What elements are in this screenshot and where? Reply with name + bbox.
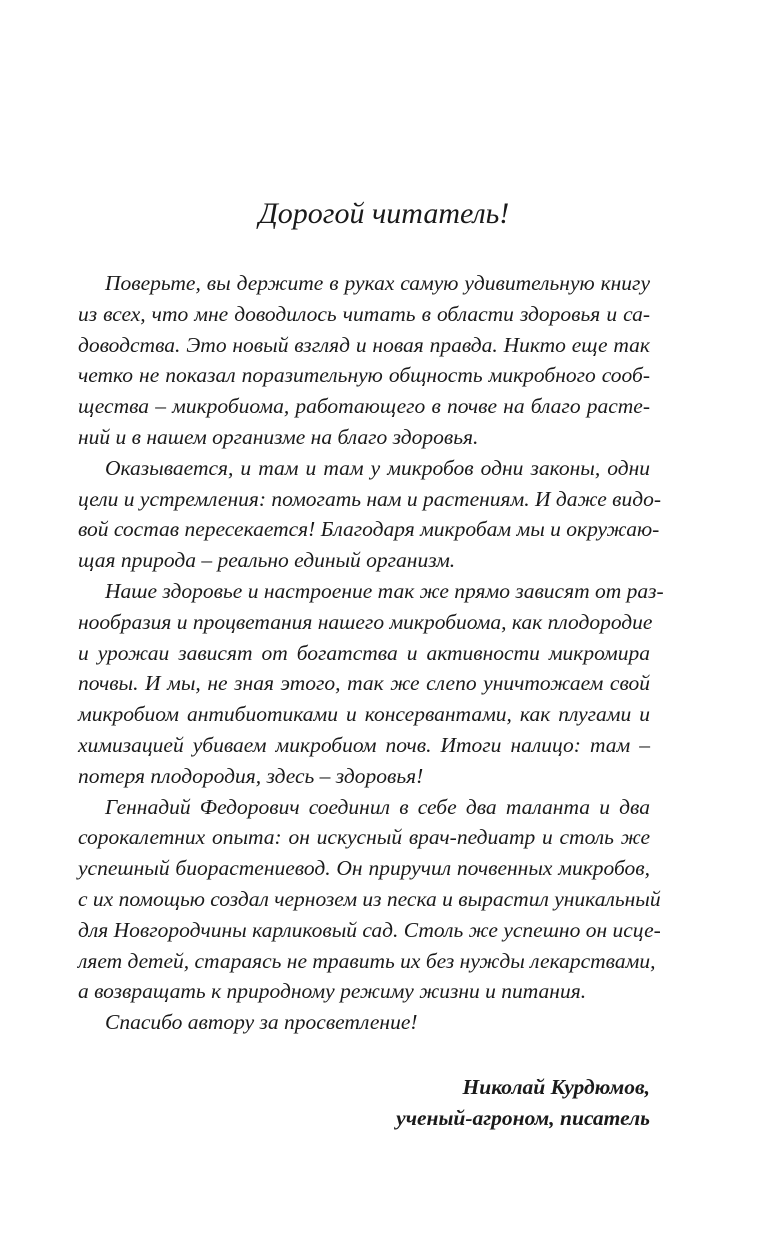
signature-block [396,1072,650,1134]
text-line: и урожаи зависят от богатства и активности микромира [78,640,650,665]
page-title: Дорогой читатель! [258,197,510,230]
author-role: ученый-агроном, писатель [396,1106,650,1130]
text-line: нообразия и процветания нашего микробиома, как плодородие [78,609,653,634]
paragraph-1 [78,268,650,453]
paragraph-2 [78,453,662,576]
text-line: Спасибо автору за просветление! [105,1010,418,1035]
paragraph-5 [78,1007,650,1038]
text-line: сорокалетних опыта: он искусный врач-педиатр и столь же [78,825,650,850]
text-line: Геннадий Федорович соединил в себе два таланта и два [105,794,650,819]
text-line: потеря плодородия, здесь – здоровья! [78,763,424,788]
text-line: Оказывается, и там и там у микробов одни законы, одни [105,455,650,480]
text-line: успешный биорастениевод. Он приручил почвенных микробов, [78,856,650,881]
text-line: щества – микробиома, работающего в почве на благо расте- [78,394,650,419]
text-line: почвы. И мы, не зная этого, так же слепо уничтожаем свой [78,671,650,696]
paragraph-4 [78,792,661,1008]
text-line: доводства. Это новый взгляд и новая правда. Никто еще так [78,332,650,357]
text-line: для Новгородчины карликовый сад. Столь же успешно он исце- [78,917,661,942]
text-line: с их помощью создал чернозем из песка и вырастил уникальный [78,886,661,911]
text-line: Поверьте, вы держите в руках самую удивительную книгу [105,271,650,295]
text-line: вой состав пересекается! Благодаря микробам мы и окружаю- [78,517,660,542]
paragraph-3 [78,576,664,792]
text-line: химизацией убиваем микробиом почв. Итоги налицо: там – [78,732,650,757]
text-line: ний и в нашем организме на благо здоровья. [78,424,479,449]
text-line: ляет детей, стараясь не травить их без нужды лекарствами, [78,948,656,973]
text-line: из всех, что мне доводилось читать в области здоровья и са- [78,301,650,326]
text-line: цели и устремления: помогать нам и растениям. И даже видо- [78,486,662,511]
author-name: Николай Курдюмов, [462,1075,650,1099]
text-line: четко не показал поразительную общность микробного сооб- [78,363,650,388]
text-line: щая природа – реально единый организм. [78,548,456,573]
text-line: Наше здоровье и настроение так же прямо зависят от раз- [105,578,664,603]
letter-body [78,268,664,1038]
text-line: микробиом антибиотиками и консервантами, как плугами и [78,702,650,727]
text-line: а возвращать к природному режиму жизни и питания. [78,979,587,1004]
